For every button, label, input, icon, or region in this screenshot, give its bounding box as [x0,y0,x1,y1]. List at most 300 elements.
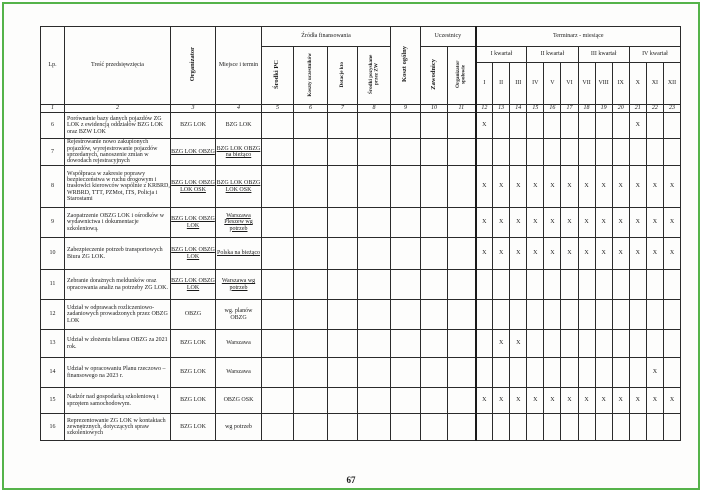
empty-cell [421,113,448,139]
month-header: I [476,63,493,105]
empty-cell [358,300,391,330]
month-cell [612,113,629,139]
table-row [41,166,681,208]
month-mark: X [476,113,493,139]
row-number: 8 [41,166,65,208]
header-srodki-pc-label: Środki PC [273,59,281,89]
month-mark: X [578,208,595,238]
month-header: X [629,63,646,105]
month-cell [527,358,544,388]
month-cell [493,300,510,330]
empty-cell [391,270,421,300]
month-cell [493,113,510,139]
month-cell [544,270,561,300]
month-mark: X [476,208,493,238]
empty-cell [448,166,476,208]
empty-cell [358,388,391,414]
month-mark: X [595,388,612,414]
month-mark: X [544,238,561,270]
month-mark: X [629,238,646,270]
month-cell [510,414,527,441]
quarter-3: III kwartał [578,47,629,63]
month-mark: X [476,166,493,208]
empty-cell [358,358,391,388]
month-mark: X [612,208,629,238]
month-cell [578,330,595,358]
month-mark: X [544,166,561,208]
row-description: Zaopatrzenie OBZG LOK i ośrodków w wydawnictwa i dokumentacje szkoleniową. [65,208,171,238]
table-row [41,238,681,270]
column-number: 15 [527,105,544,113]
header-tresc: Treść przedsięwzięcia [65,27,171,105]
column-number: 21 [629,105,646,113]
month-cell [612,330,629,358]
empty-cell [294,414,328,441]
month-mark: X [629,113,646,139]
row-place: Warszawa wg potrzeb [216,270,262,300]
column-number: 13 [493,105,510,113]
month-mark: X [578,166,595,208]
row-place: wg. planów OBZG [216,300,262,330]
month-header: VII [578,63,595,105]
row-organizer: BZG LOK OBZG [171,139,216,166]
month-mark: X [476,238,493,270]
empty-cell [328,388,358,414]
empty-cell [391,166,421,208]
month-cell [629,330,646,358]
empty-cell [391,330,421,358]
empty-cell [448,414,476,441]
row-organizer: OBZG [171,300,216,330]
month-cell [561,414,578,441]
empty-cell [262,139,294,166]
empty-cell [328,166,358,208]
month-header: VI [561,63,578,105]
month-mark: X [646,238,663,270]
row-number: 9 [41,208,65,238]
month-mark: X [527,388,544,414]
month-cell [544,330,561,358]
header-dotacje-label: Dotacje kto [338,61,345,88]
empty-cell [294,113,328,139]
month-cell [595,358,612,388]
empty-cell [262,414,294,441]
column-number: 6 [294,105,328,113]
empty-cell [294,166,328,208]
empty-cell [448,330,476,358]
month-mark: X [663,388,680,414]
month-mark: X [493,388,510,414]
month-header: III [510,63,527,105]
month-cell [544,113,561,139]
row-organizer: BZG LOK [171,330,216,358]
column-number: 12 [476,105,493,113]
month-cell [476,300,493,330]
header-terminarz: Terminarz - miesiące [476,27,681,47]
month-cell [612,358,629,388]
month-mark: X [561,388,578,414]
month-mark: X [493,208,510,238]
empty-cell [421,300,448,330]
table-row [41,208,681,238]
column-number: 4 [216,105,262,113]
header-srodki-pozyskane [358,47,391,105]
month-cell [493,270,510,300]
plan-body [41,113,681,441]
column-number: 5 [262,105,294,113]
month-cell [612,270,629,300]
column-number: 2 [65,105,171,113]
month-cell [561,330,578,358]
table-row [41,139,681,166]
month-cell [527,330,544,358]
empty-cell [421,330,448,358]
month-mark: X [510,208,527,238]
header-miejsce: Miejsce i termin [216,27,262,105]
column-number: 11 [448,105,476,113]
empty-cell [448,388,476,414]
month-cell [646,139,663,166]
column-number: 3 [171,105,216,113]
empty-cell [262,208,294,238]
month-cell [561,113,578,139]
month-cell [663,139,680,166]
column-numbers-row [41,105,681,113]
column-number: 23 [663,105,680,113]
month-cell [663,414,680,441]
month-cell [663,300,680,330]
month-cell [510,113,527,139]
month-mark: X [595,238,612,270]
row-description: Udział w opracowaniu Planu rzeczowo – finansowego na 2023 r. [65,358,171,388]
column-number: 7 [328,105,358,113]
month-cell [663,358,680,388]
empty-cell [262,238,294,270]
month-mark: X [527,166,544,208]
month-mark: X [527,238,544,270]
row-place: OBZG OSK [216,388,262,414]
month-mark: X [612,388,629,414]
row-number: 13 [41,330,65,358]
month-cell [646,270,663,300]
month-cell [646,330,663,358]
month-cell [476,270,493,300]
row-number: 7 [41,139,65,166]
row-organizer: BZG LOK [171,414,216,441]
month-cell [646,414,663,441]
month-cell [493,358,510,388]
column-number: 9 [391,105,421,113]
month-mark: X [510,330,527,358]
empty-cell [358,330,391,358]
row-number: 16 [41,414,65,441]
column-number: 20 [612,105,629,113]
month-mark: X [476,388,493,414]
row-organizer: BZG LOK OBZG LOK OSK [171,166,216,208]
header-srodki-pc [262,47,294,105]
month-cell [595,414,612,441]
empty-cell [294,300,328,330]
quarter-1: I kwartał [476,47,527,63]
month-mark: X [595,208,612,238]
month-cell [561,358,578,388]
month-cell [544,300,561,330]
month-cell [544,414,561,441]
header-koszty-uczestnikow [294,47,328,105]
month-mark: X [612,238,629,270]
month-mark: X [663,166,680,208]
header-lp: Lp. [41,27,65,105]
header-koszt [391,27,421,105]
row-description: Nadzór nad gospodarką szkoleniową i sprzętem samochodowym. [65,388,171,414]
row-description: Reprezentowanie ZG LOK w kontaktach zewnętrznych, dotyczących spraw szkoleniowych [65,414,171,441]
month-cell [561,300,578,330]
empty-cell [391,414,421,441]
month-cell [595,270,612,300]
empty-cell [358,414,391,441]
empty-cell [328,330,358,358]
month-mark: X [595,166,612,208]
month-mark: X [646,166,663,208]
month-cell [527,270,544,300]
row-number: 10 [41,238,65,270]
empty-cell [421,388,448,414]
month-cell [527,300,544,330]
empty-cell [294,238,328,270]
empty-cell [421,414,448,441]
month-cell [493,414,510,441]
month-cell [595,139,612,166]
month-cell [476,414,493,441]
month-mark: X [663,238,680,270]
empty-cell [391,139,421,166]
month-header: II [493,63,510,105]
empty-cell [391,300,421,330]
month-mark: X [612,166,629,208]
month-header: IX [612,63,629,105]
header-organizator-spolowie-label: Organizator społowie [454,60,467,89]
empty-cell [294,388,328,414]
row-place: wg potrzeb [216,414,262,441]
empty-cell [391,358,421,388]
month-mark: X [544,388,561,414]
month-mark: X [646,358,663,388]
empty-cell [328,414,358,441]
empty-cell [358,238,391,270]
row-place: BZG LOK OBZG LOK OSK [216,166,262,208]
empty-cell [358,139,391,166]
row-description: Zebranie dorażnych meldunków oraz opracowania analiz na potrzeby ZG LOK. [65,270,171,300]
month-cell [595,300,612,330]
month-cell [646,300,663,330]
month-cell [544,358,561,388]
table-row [41,414,681,441]
empty-cell [328,113,358,139]
empty-cell [448,358,476,388]
row-place: BZG LOK OBZG na bieżąco [216,139,262,166]
table-row [41,388,681,414]
month-header: XI [646,63,663,105]
month-mark: X [510,166,527,208]
month-cell [527,113,544,139]
table-row [41,270,681,300]
empty-cell [294,270,328,300]
month-cell [510,270,527,300]
month-cell [527,414,544,441]
header-organizator-spolowie [448,47,476,105]
month-cell [510,300,527,330]
month-cell [629,139,646,166]
empty-cell [391,388,421,414]
row-place: Warszawa [216,358,262,388]
row-number: 6 [41,113,65,139]
column-number: 18 [578,105,595,113]
empty-cell [328,238,358,270]
month-cell [476,330,493,358]
column-number: 17 [561,105,578,113]
month-cell [561,270,578,300]
month-cell [578,139,595,166]
month-cell [612,300,629,330]
empty-cell [294,330,328,358]
header-uczestnicy: Uczestnicy [421,27,476,47]
empty-cell [358,166,391,208]
page-number: 67 [346,475,356,485]
empty-cell [421,358,448,388]
empty-cell [391,113,421,139]
month-mark: X [578,388,595,414]
month-cell [578,113,595,139]
empty-cell [358,208,391,238]
empty-cell [448,300,476,330]
empty-cell [262,113,294,139]
header-organizator [171,27,216,105]
month-mark: X [527,208,544,238]
empty-cell [448,238,476,270]
empty-cell [328,300,358,330]
month-cell [629,300,646,330]
month-mark: X [578,238,595,270]
header-organizator-label: Organizator [188,47,196,82]
table-row [41,358,681,388]
month-cell [595,113,612,139]
month-mark: X [561,238,578,270]
empty-cell [421,139,448,166]
empty-cell [448,208,476,238]
column-number: 22 [646,105,663,113]
header-zawodnicy-label: Zawodnicy [429,59,437,90]
month-header: XII [663,63,680,105]
empty-cell [328,208,358,238]
quarter-2: II kwartał [527,47,578,63]
row-description: Rejestrowanie nowo zakupionych pojazdów, wyrejestrowanie pojazdów sprzedanych, nanoszenie zmian w dowodach rejestracyjnych [65,139,171,166]
row-organizer: BZG LOK OBZG LOK [171,270,216,300]
month-cell [476,139,493,166]
row-place: Warszawa Pleszew wg potrzeb [216,208,262,238]
header-zawodnicy [421,47,448,105]
row-description: Udział w odprawach rozliczeniowo-zadaniowych prowadzonych przez OBZG LOK [65,300,171,330]
month-mark: X [561,208,578,238]
month-cell [476,358,493,388]
empty-cell [262,300,294,330]
row-description: Porównanie bazy danych pojazdów ZG LOK z ewidencją oddziałów BZG LOK oraz BZW LOK [65,113,171,139]
month-mark: X [510,238,527,270]
column-number: 8 [358,105,391,113]
month-cell [578,414,595,441]
empty-cell [328,358,358,388]
month-cell [595,330,612,358]
empty-cell [391,238,421,270]
column-number: 10 [421,105,448,113]
header-srodki-pozyskane-label: Środki pozyskane przez ZW [367,54,380,94]
month-mark: X [544,208,561,238]
month-header: IV [527,63,544,105]
month-cell [578,300,595,330]
row-number: 11 [41,270,65,300]
month-mark: X [646,208,663,238]
quarter-4: IV kwartał [629,47,680,63]
header-dotacje [328,47,358,105]
empty-cell [262,166,294,208]
empty-cell [421,238,448,270]
row-description: Udział w złożeniu bilansu OBZG za 2021 rok. [65,330,171,358]
month-header: V [544,63,561,105]
document-page [2,2,700,490]
header-koszt-label: Koszt ogólny [401,46,409,83]
column-number: 1 [41,105,65,113]
month-header: VIII [595,63,612,105]
empty-cell [421,270,448,300]
empty-cell [294,208,328,238]
empty-cell [358,113,391,139]
column-number: 19 [595,105,612,113]
row-description: Współpraca w zakresie poprawy bezpieczeństwa w ruchu drogowym i trasłowlci kierowców wspólnie z KRBRD, WRBRD, TTT, PZMot, ITS, Policja i Starostami [65,166,171,208]
activity-plan-table [40,26,681,441]
empty-cell [294,139,328,166]
row-organizer: BZG LOK [171,358,216,388]
row-number: 15 [41,388,65,414]
empty-cell [391,208,421,238]
month-mark: X [646,388,663,414]
month-cell [510,139,527,166]
empty-cell [448,113,476,139]
table-row [41,113,681,139]
month-cell [646,113,663,139]
column-number: 14 [510,105,527,113]
month-mark: X [663,208,680,238]
row-organizer: BZG LOK [171,388,216,414]
empty-cell [448,270,476,300]
month-cell [493,139,510,166]
empty-cell [328,139,358,166]
month-mark: X [629,388,646,414]
table-row [41,300,681,330]
row-number: 12 [41,300,65,330]
table-row [41,330,681,358]
month-cell [612,139,629,166]
month-cell [663,113,680,139]
month-mark: X [561,166,578,208]
month-mark: X [493,330,510,358]
row-place: Warszawa [216,330,262,358]
month-cell [629,414,646,441]
month-cell [527,139,544,166]
row-place: Polska na bieżąco [216,238,262,270]
empty-cell [294,358,328,388]
month-mark: X [493,166,510,208]
row-number: 14 [41,358,65,388]
empty-cell [262,358,294,388]
